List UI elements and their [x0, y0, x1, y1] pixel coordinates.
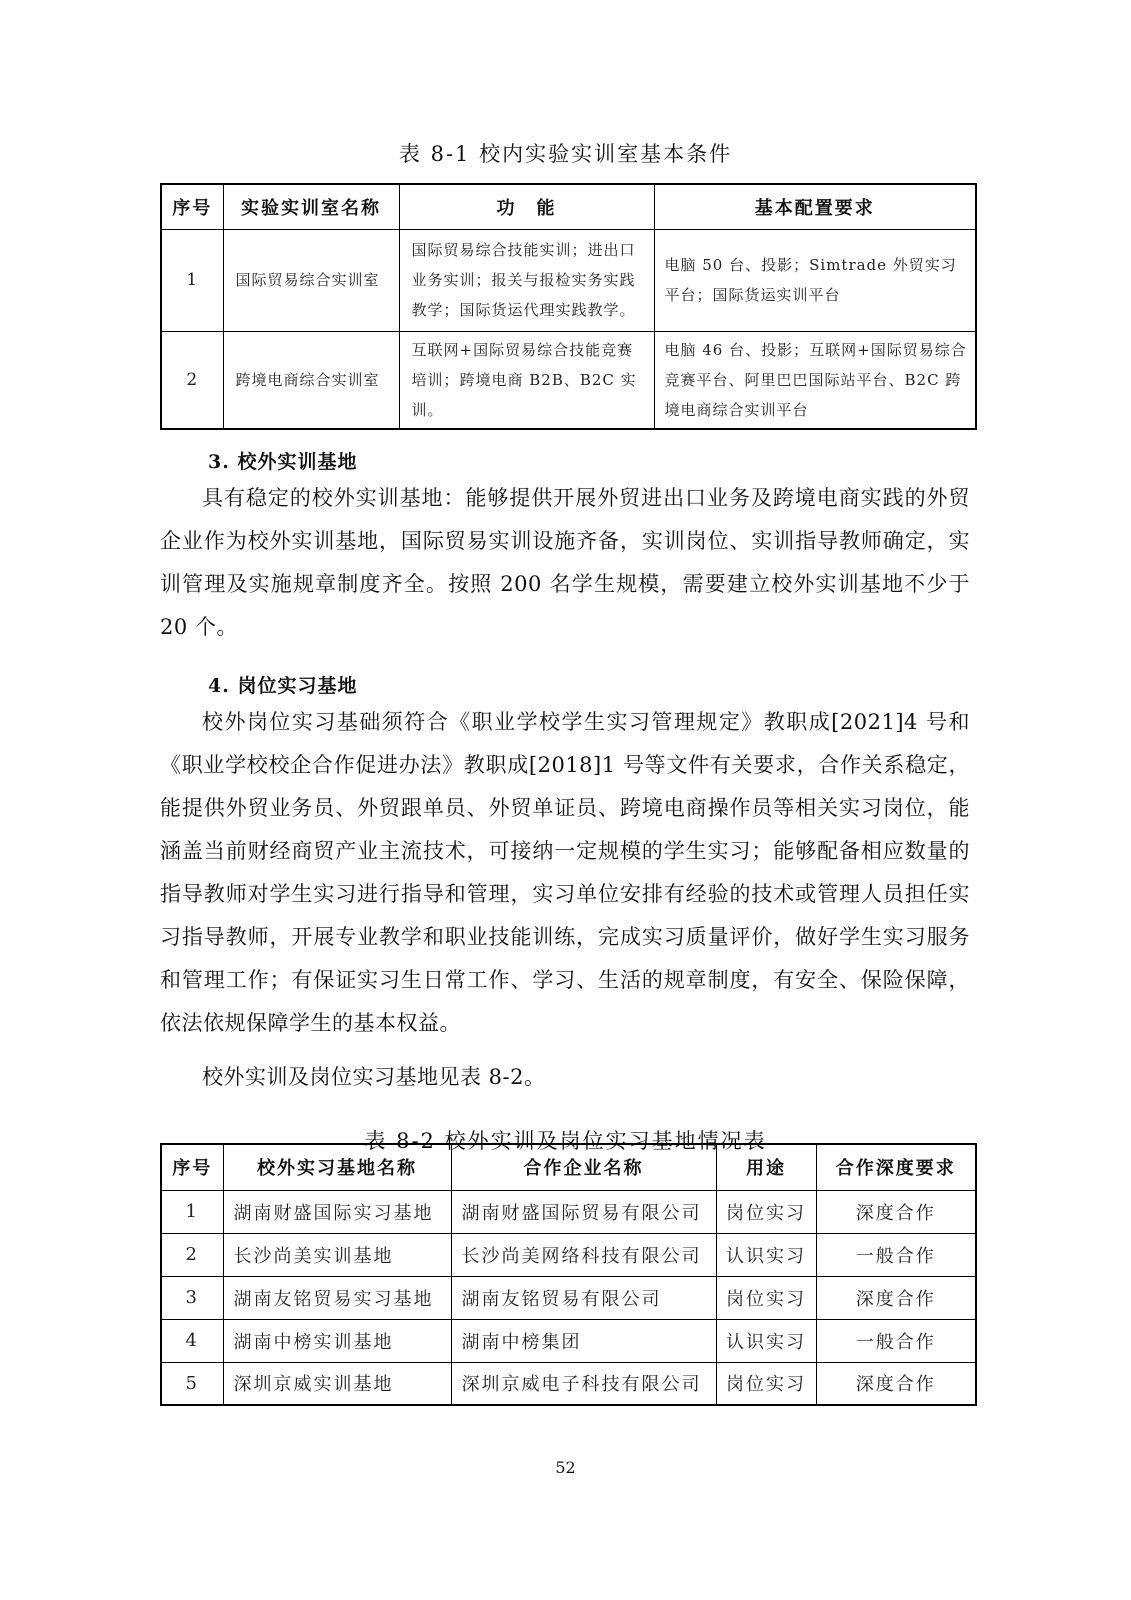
- table2-row: [161, 1190, 976, 1233]
- table1-cell-config: 电脑 46 台、投影；互联网+国际贸易综合竞赛平台、阿里巴巴国际站平台、B2C 跨境电商综合实训平台: [654, 331, 976, 429]
- table2: [160, 1143, 977, 1406]
- table2-cell-depth: 深度合作: [816, 1190, 976, 1233]
- table1-header-no: 序号: [161, 184, 223, 229]
- table1-cell-no: 2: [161, 331, 223, 429]
- table2-cell-use: 认识实习: [716, 1319, 816, 1362]
- table2-caption: 表 8-2 校外实训及岗位实习基地情况表: [364, 1129, 767, 1153]
- table1-cell-function: 国际贸易综合技能实训；进出口业务实训；报关与报检实务实践教学；国际货运代理实践教学。: [399, 229, 654, 331]
- table2-header-no: 序号: [161, 1144, 223, 1190]
- table2-header-depth: 合作深度要求: [816, 1144, 976, 1190]
- table1-cell-name: 国际贸易综合实训室: [223, 229, 399, 331]
- table2-cell-no: 1: [161, 1190, 223, 1233]
- table1-cell-function: 互联网+国际贸易综合技能竞赛培训；跨境电商 B2B、B2C 实训。: [399, 331, 654, 429]
- table2-cell-depth: 一般合作: [816, 1319, 976, 1362]
- section3-heading: 3. 校外实训基地: [208, 451, 358, 473]
- table2-cell-use: 岗位实习: [716, 1190, 816, 1233]
- table2-header-enterprise: 合作企业名称: [451, 1144, 716, 1190]
- table2-header-row: [161, 1144, 976, 1190]
- table1-cell-no: 1: [161, 229, 223, 331]
- table2-cell-name: 深圳京威实训基地: [223, 1362, 451, 1405]
- table2-row: [161, 1233, 976, 1276]
- table2-cell-depth: 深度合作: [816, 1362, 976, 1405]
- table2-cell-enterprise: 湖南友铭贸易有限公司: [451, 1276, 716, 1319]
- table2-cell-enterprise: 深圳京威电子科技有限公司: [451, 1362, 716, 1405]
- table1-header-name: 实验实训室名称: [223, 184, 399, 229]
- table2-cell-no: 5: [161, 1362, 223, 1405]
- table2-cell-enterprise: 湖南中榜集团: [451, 1319, 716, 1362]
- section3-paragraph: 具有稳定的校外实训基地：能够提供开展外贸进出口业务及跨境电商实践的外贸企业作为校外实训基地，国际贸易实训设施齐备，实训岗位、实训指导教师确定，实训管理及实施规章制度齐全。按照 200 名学生规模，需要建立校外实训基地不少于 20 个。: [160, 486, 970, 639]
- table1-cell-config: 电脑 50 台、投影；Simtrade 外贸实习平台；国际货运实训平台: [654, 229, 976, 331]
- section4-paragraph: 校外岗位实习基础须符合《职业学校学生实习管理规定》教职成[2021]4 号和《职业学校校企合作促进办法》教职成[2018]1 号等文件有关要求，合作关系稳定，能提供外贸业务员、外贸跟单员、外贸单证员、跨境电商操作员等相关实习岗位，能涵盖当前财经商贸产业主流技术，可接纳一定规模的学生实习；能够配备相应数量的指导教师对学生实习进行指导和管理，实习单位安排有经验的技术或管理人员担任实习指导教师，开展专业教学和职业技能训练，完成实习质量评价，做好学生实习服务和管理工作；有保证实习生日常工作、学习、生活的规章制度，有安全、保险保障，依法依规保障学生的基本权益。: [160, 710, 970, 1035]
- table2-cell-name: 湖南友铭贸易实习基地: [223, 1276, 451, 1319]
- table2-cell-name: 长沙尚美实训基地: [223, 1233, 451, 1276]
- table2-cell-no: 3: [161, 1276, 223, 1319]
- table1-header-config: 基本配置要求: [654, 184, 976, 229]
- table2-row: [161, 1362, 976, 1405]
- table2-cell-use: 认识实习: [716, 1233, 816, 1276]
- table1: [160, 183, 977, 430]
- table2-cell-enterprise: 湖南财盛国际贸易有限公司: [451, 1190, 716, 1233]
- table2-row: [161, 1319, 976, 1362]
- table2-cell-use: 岗位实习: [716, 1362, 816, 1405]
- table2-cell-use: 岗位实习: [716, 1276, 816, 1319]
- table1-header-row: [161, 184, 976, 229]
- table2-cell-name: 湖南财盛国际实习基地: [223, 1190, 451, 1233]
- table2-cell-name: 湖南中榜实训基地: [223, 1319, 451, 1362]
- table1-row: [161, 229, 976, 331]
- table1-header-function: 功 能: [399, 184, 654, 229]
- table2-cell-depth: 深度合作: [816, 1276, 976, 1319]
- table2-row: [161, 1276, 976, 1319]
- table2-reference: 校外实训及岗位实习基地见表 8-2。: [202, 1065, 546, 1089]
- table1-row: [161, 331, 976, 429]
- page-number: 52: [555, 1458, 576, 1477]
- section4-heading: 4. 岗位实习基地: [208, 675, 358, 697]
- table2-cell-enterprise: 长沙尚美网络科技有限公司: [451, 1233, 716, 1276]
- table1-cell-name: 跨境电商综合实训室: [223, 331, 399, 429]
- table2-header-name: 校外实习基地名称: [223, 1144, 451, 1190]
- table1-caption: 表 8-1 校内实验实训室基本条件: [398, 142, 733, 166]
- table2-cell-depth: 一般合作: [816, 1233, 976, 1276]
- table2-header-use: 用途: [716, 1144, 816, 1190]
- table2-cell-no: 4: [161, 1319, 223, 1362]
- table2-cell-no: 2: [161, 1233, 223, 1276]
